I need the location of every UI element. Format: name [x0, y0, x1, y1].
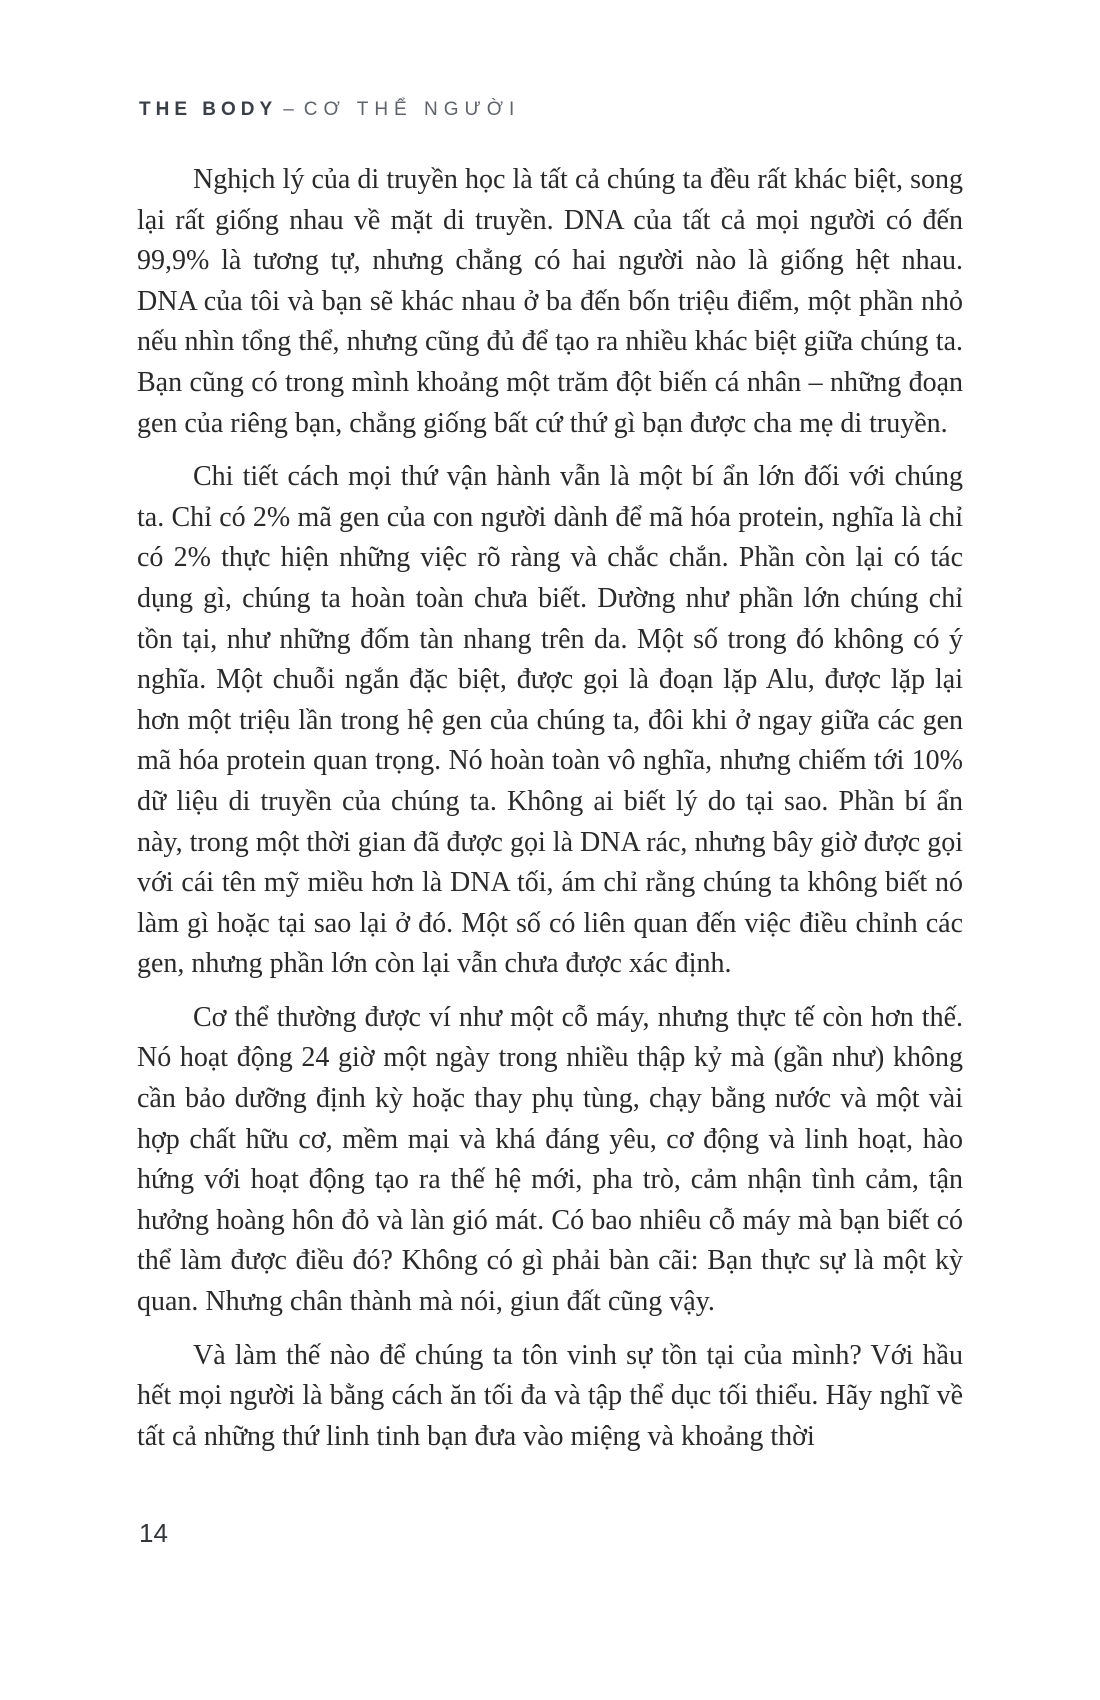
paragraph-3: Cơ thể thường được ví như một cỗ máy, nhưng thực tế còn hơn thế. Nó hoạt động 24 giờ một ngày trong nhiều thập kỷ mà (gần như) không cần bảo dưỡng định kỳ hoặc thay phụ tùng, chạy bằng nước và một vài hợp chất hữu cơ, mềm mại và khá đáng yêu, cơ động và linh hoạt, hào hứng với hoạt động tạo ra thế hệ mới, pha trò, cảm nhận tình cảm, tận hưởng hoàng hôn đỏ và làn gió mát. Có bao nhiêu cỗ máy mà bạn biết có thể làm được điều đó? Không có gì phải bàn cãi: Bạn thực sự là một kỳ quan. Nhưng chân thành mà nói, giun đất cũng vậy.	[137, 1001, 963, 1318]
book-title: THE BODY	[139, 99, 278, 120]
paragraph-2: Chi tiết cách mọi thứ vận hành vẫn là một bí ẩn lớn đối với chúng ta. Chỉ có 2% mã gen của con người dành để mã hóa protein, nghĩa là chỉ có 2% thực hiện những việc rõ ràng và chắc chắn. Phần còn lại có tác dụng gì, chúng ta hoàn toàn chưa biết. Dường như phần lớn chúng chỉ tồn tại, như những đốm tàn nhang trên da. Một số trong đó không có ý nghĩa. Một chuỗi ngắn đặc biệt, được gọi là đoạn lặp Alu, được lặp lại hơn một triệu lần trong hệ gen của chúng ta, đôi khi ở ngay giữa các gen mã hóa protein quan trọng. Nó hoàn toàn vô nghĩa, nhưng chiếm tới 10% dữ liệu di truyền của chúng ta. Không ai biết lý do tại sao. Phần bí ẩn này, trong một thời gian đã được gọi là DNA rác, nhưng bây giờ được gọi với cái tên mỹ miều hơn là DNA tối, ám chỉ rằng chúng ta không biết nó làm gì hoặc tại sao lại ở đó. Một số có liên quan đến việc điều chỉnh các gen, nhưng phần lớn còn lại vẫn chưa được xác định.	[137, 461, 963, 980]
running-header	[139, 100, 520, 119]
paragraph-1: Nghịch lý của di truyền học là tất cả chúng ta đều rất khác biệt, song lại rất giống nhau về mặt di truyền. DNA của tất cả mọi người có đến 99,9% là tương tự, nhưng chẳng có hai người nào là giống hệt nhau. DNA của tôi và bạn sẽ khác nhau ở ba đến bốn triệu điểm, một phần nhỏ nếu nhìn tổng thể, nhưng cũng đủ để tạo ra nhiều khác biệt giữa chúng ta. Bạn cũng có trong mình khoảng một trăm đột biến cá nhân – những đoạn gen của riêng bạn, chẳng giống bất cứ thứ gì bạn được cha mẹ di truyền.	[137, 164, 963, 439]
page-number: 14	[139, 1518, 168, 1548]
header-separator: –	[283, 99, 294, 120]
book-subtitle: CƠ THỂ NGƯỜI	[303, 99, 521, 120]
page-body	[137, 160, 963, 1470]
paragraph-4: Và làm thế nào để chúng ta tôn vinh sự tồn tại của mình? Với hầu hết mọi người là bằng cách ăn tối đa và tập thể dục tối thiểu. Hãy nghĩ về tất cả những thứ linh tinh bạn đưa vào miệng và khoảng thời	[137, 1339, 963, 1452]
